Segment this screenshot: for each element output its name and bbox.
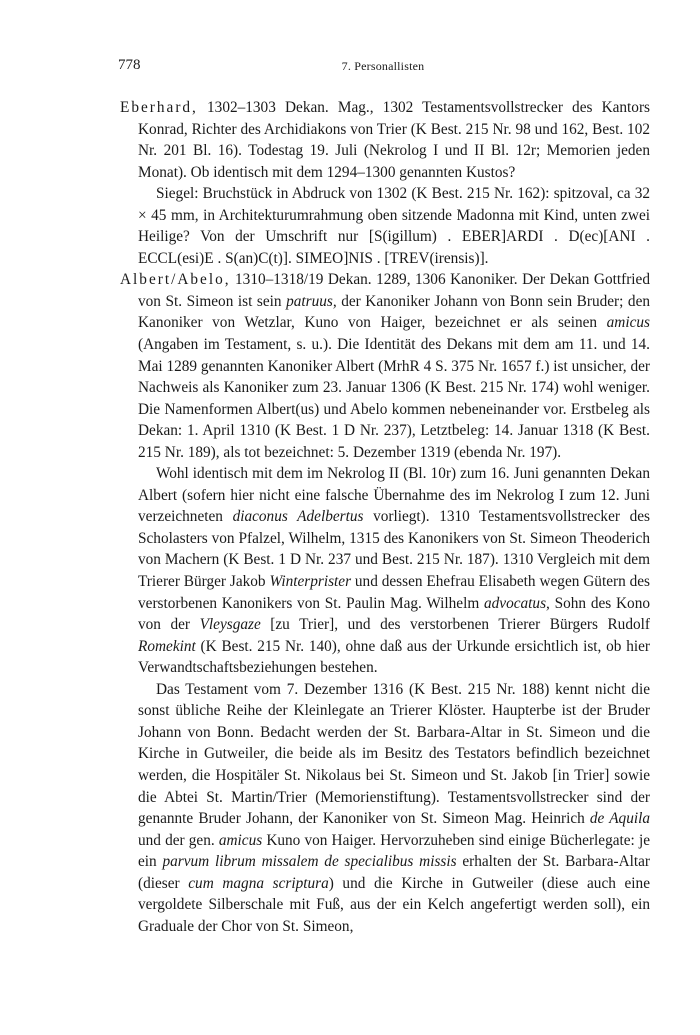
entry-text: der Kanoniker Johann von Bonn sein Bruder; den Kanoniker von Wetzlar, Kuno von Haiger, bezeichnet er als seinen xyxy=(138,292,651,332)
entry-text: 1310–1318/19 Dekan. 1289, 1306 Kanoniker. Der Dekan Gottfried von St. Simeon ist sein xyxy=(138,271,650,310)
entry-name: Eberhard, xyxy=(120,99,198,116)
entry-text: (Angaben im Testament, s. u.). Die Identität des Dekans mit dem am 11. und 14. Mai 1289 genannten Kanoniker Albert (MrhR 4 S. 375 Nr. 1657 f.) ist unsicher, der Nachweis als Kanoniker zum 23. Januar 1306 (K Best. 215 Nr. 174) wohl weniger. Die Namenformen Albert(us) und Abelo kommen nebeneinander vor. Erstbeleg als Dekan: 1. April 1310 (K Best. 1 D Nr. 237), Letztbeleg: 14. Januar 1318 (K Best. 215 Nr. 189), als tot bezeichnet: 5. Dezember 1319 (ebenda Nr. 197). xyxy=(138,336,650,461)
paragraph-testament xyxy=(120,679,650,938)
paragraph-text: erhalten der St. Barbara-Altar (dieser xyxy=(138,853,651,892)
paragraph-text: Sohn des Kono von der xyxy=(138,594,650,634)
latin-term: diaconus Adelbertus xyxy=(232,508,364,526)
paragraph-text: Das Testament vom 7. Dezember 1316 (K Best. 215 Nr. 188) kennt nicht die sonst übliche Reihe der Kleinlegate an Trierer Klöster. Haupterbe ist der Bruder Johann von Bonn. Bedacht werden der St. Barbara-Altar in St. Simeon und die Kirche in Gutweiler, die beide als im Besitz des Testators befindlich bezeichnet werden, die Hospitäler St. Nikolaus bei St. Simeon und St. Jakob [in Trier] sowie die Abtei St. Martin/Trier (Memorienstiftung). Testamentsvollstrecker sind der genannte Bruder Johann, der Kanoniker von St. Simeon Mag. Heinrich xyxy=(138,680,650,828)
running-head xyxy=(118,57,648,77)
entry-name: Albert/Abelo, xyxy=(120,271,231,289)
paragraph-text: Wohl identisch mit dem im Nekrolog II (Bl. 10r) zum 16. Juni genannten Dekan Albert (sofern hier nicht eine falsche Übernahme des im Nekrolog I zum 12. Juni verzeichneten xyxy=(138,465,650,526)
paragraph-text: und dessen Ehefrau Elisabeth wegen Gütern des verstorbenen Kanonikers von St. Paulin Mag. Wilhelm xyxy=(138,573,650,612)
entry-eberhard xyxy=(120,97,650,183)
paragraph-text: vorliegt). 1310 Testamentsvollstrecker des Scholasters von Pfalzel, Wilhelm, 1315 des Kanonikers von St. Simeon Theoderich von Machern (K Best. 1 D Nr. 237 und Best. 215 Nr. 187). 1310 Vergleich mit dem Trierer Bürger Jakob xyxy=(138,508,650,591)
latin-term: amicus xyxy=(218,831,263,849)
siegel-paragraph: Siegel: Bruchstück in Abdruck von 1302 (K Best. 215 Nr. 162): spitzoval, ca 32 × 45 mm, in Architekturumrahmung oben sitzende Madonna mit Kind, unten zwei Heilige? Von der Umschrift nur [S(igillum) . EBER]ARDI . D(ec)[ANI . ECCL(esi)E . S(an)C(t)]. SIMEO]NIS . [TREV(irensis)]. xyxy=(138,185,650,267)
paragraph-text: (K Best. 215 Nr. 140), ohne daß aus der Urkunde ersichtlich ist, ob hier Verwandtschaftsbeziehungen bestehen. xyxy=(138,637,650,677)
paragraph-text: ) und die Kirche in Gutweiler (diese auch eine vergoldete Silberschale mit Fuß, aus der ein Kelch angefertigt werden soll), ein Graduale der Chor von St. Simeon, xyxy=(138,874,650,935)
latin-term: Winterprister xyxy=(269,573,352,591)
body-text xyxy=(120,97,650,937)
latin-term: patruus, xyxy=(286,292,337,310)
latin-term: Romekint xyxy=(138,637,196,655)
latin-term: amicus xyxy=(606,314,650,332)
paragraph-text: und der gen. xyxy=(138,831,219,849)
paragraph-text: Kuno von Haiger. Hervorzuheben sind einige Bücherlegate: je ein xyxy=(138,831,650,871)
entry-albert xyxy=(120,269,650,463)
page-number: 778 xyxy=(118,57,141,73)
entry-text: 1302–1303 Dekan. Mag., 1302 Testamentsvollstrecker des Kantors Konrad, Richter des Archidiakons von Trier (K Best. 215 Nr. 98 und 162, Best. 102 Nr. 201 Bl. 16). Todestag 19. Juli (Nekrolog I und II Bl. 12r; Memorien jeden Monat). Ob identisch mit dem 1294–1300 genannten Kustos? xyxy=(138,99,650,181)
paragraph-nekrolog xyxy=(120,463,650,678)
latin-term: de Aquila xyxy=(589,810,650,828)
section-title: 7. Personallisten xyxy=(341,59,425,73)
latin-term: parvum librum missalem de specialibus missis xyxy=(162,853,457,871)
latin-term: cum magna scriptura xyxy=(188,874,329,892)
latin-term: advocatus, xyxy=(484,594,550,612)
latin-term: Vleysgaze xyxy=(199,616,261,634)
paragraph-text: [zu Trier], und des verstorbenen Trierer Bürgers Rudolf xyxy=(260,616,650,634)
